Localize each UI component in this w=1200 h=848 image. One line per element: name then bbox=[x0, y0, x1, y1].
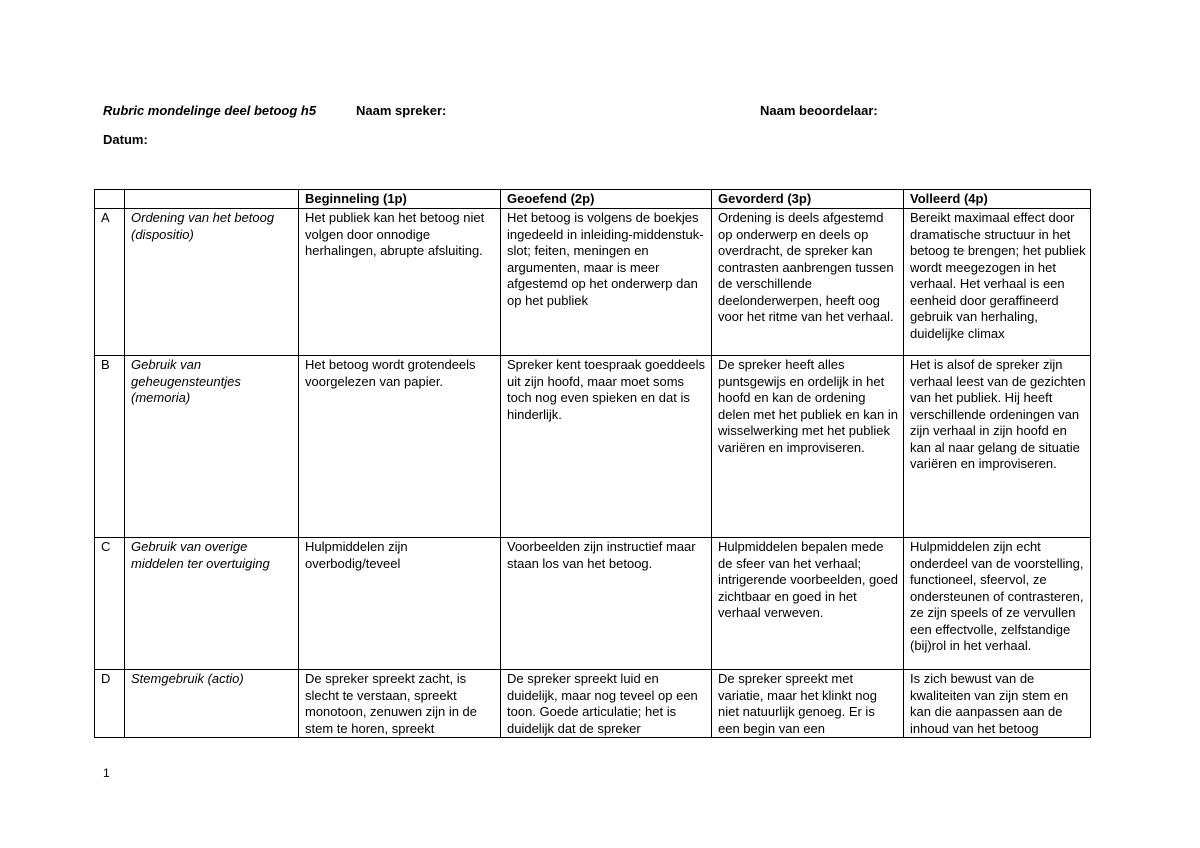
row-criterion: Gebruik van geheugensteuntjes (memoria) bbox=[125, 356, 299, 538]
column-header-geoefend: Geoefend (2p) bbox=[501, 190, 712, 209]
row-letter: C bbox=[95, 538, 125, 670]
column-header-beginneling: Beginneling (1p) bbox=[299, 190, 501, 209]
cell-gevorderd: Hulpmiddelen bepalen mede de sfeer van het verhaal; intrigerende voorbeelden, goed zichtbaar en goed in het verhaal verweven. bbox=[712, 538, 904, 670]
cell-geoefend: Het betoog is volgens de boekjes ingedeeld in inleiding-middenstuk-slot; feiten, meningen en argumenten, maar is meer afgestemd op het onderwerp dan op het publiek bbox=[501, 209, 712, 356]
cell-volleerd: Is zich bewust van de kwaliteiten van zijn stem en kan die aanpassen aan de inhoud van het betoog bbox=[904, 670, 1091, 738]
date-label: Datum: bbox=[103, 132, 148, 147]
column-header-volleerd: Volleerd (4p) bbox=[904, 190, 1091, 209]
rubric-table bbox=[94, 189, 1091, 738]
cell-volleerd: Bereikt maximaal effect door dramatische structuur in het betoog te brengen; het publiek wordt meegezogen in het verhaal. Het verhaal is een eenheid door geraffineerd gebruik van herhaling, duidelijke climax bbox=[904, 209, 1091, 356]
cell-gevorderd: De spreker spreekt met variatie, maar het klinkt nog niet natuurlijk genoeg. Er is een begin van een bbox=[712, 670, 904, 738]
table-header-row bbox=[95, 190, 1091, 209]
page-number: 1 bbox=[103, 766, 110, 780]
document-title: Rubric mondelinge deel betoog h5 bbox=[103, 103, 317, 118]
cell-volleerd: Hulpmiddelen zijn echt onderdeel van de voorstelling, functioneel, sfeervol, ze ondersteunen of contrasteren, ze zijn speels of ze vervullen een effectvolle, zelfstandige (bij)rol in het verhaal. bbox=[904, 538, 1091, 670]
cell-geoefend: De spreker spreekt luid en duidelijk, maar nog teveel op een toon. Goede articulatie; het is duidelijk dat de spreker bbox=[501, 670, 712, 738]
row-criterion: Gebruik van overige middelen ter overtuiging bbox=[125, 538, 299, 670]
table-row bbox=[95, 209, 1091, 356]
column-header-gevorderd: Gevorderd (3p) bbox=[712, 190, 904, 209]
cell-gevorderd: Ordening is deels afgestemd op onderwerp en deels op overdracht, de spreker kan contrasten aanbrengen tussen de verschillende deelonderwerpen, heeft oog voor het ritme van het verhaal. bbox=[712, 209, 904, 356]
assessor-name-label: Naam beoordelaar: bbox=[760, 103, 878, 118]
cell-beginneling: Hulpmiddelen zijn overbodig/teveel bbox=[299, 538, 501, 670]
table-row bbox=[95, 538, 1091, 670]
cell-beginneling: De spreker spreekt zacht, is slecht te verstaan, spreekt monotoon, zenuwen zijn in de stem te horen, spreekt bbox=[299, 670, 501, 738]
table-row bbox=[95, 670, 1091, 738]
cell-volleerd: Het is alsof de spreker zijn verhaal leest van de gezichten van het publiek. Hij heeft verschillende ordeningen van zijn verhaal in zijn hoofd en kan al naar gelang de situatie variëren en improviseren. bbox=[904, 356, 1091, 538]
row-criterion: Stemgebruik (actio) bbox=[125, 670, 299, 738]
cell-geoefend: Spreker kent toespraak goeddeels uit zijn hoofd, maar moet soms toch nog even spieken en dat is hinderlijk. bbox=[501, 356, 712, 538]
row-criterion: Ordening van het betoog (dispositio) bbox=[125, 209, 299, 356]
row-letter: D bbox=[95, 670, 125, 738]
cell-beginneling: Het betoog wordt grotendeels voorgelezen van papier. bbox=[299, 356, 501, 538]
cell-geoefend: Voorbeelden zijn instructief maar staan los van het betoog. bbox=[501, 538, 712, 670]
table-row bbox=[95, 356, 1091, 538]
column-header-letter bbox=[95, 190, 125, 209]
column-header-criterion bbox=[125, 190, 299, 209]
row-letter: B bbox=[95, 356, 125, 538]
row-letter: A bbox=[95, 209, 125, 356]
cell-gevorderd: De spreker heeft alles puntsgewijs en ordelijk in het hoofd en kan de ordening delen met het publiek en kan in wisselwerking met het publiek variëren en improviseren. bbox=[712, 356, 904, 538]
speaker-name-label: Naam spreker: bbox=[356, 103, 447, 118]
cell-beginneling: Het publiek kan het betoog niet volgen door onnodige herhalingen, abrupte afsluiting. bbox=[299, 209, 501, 356]
